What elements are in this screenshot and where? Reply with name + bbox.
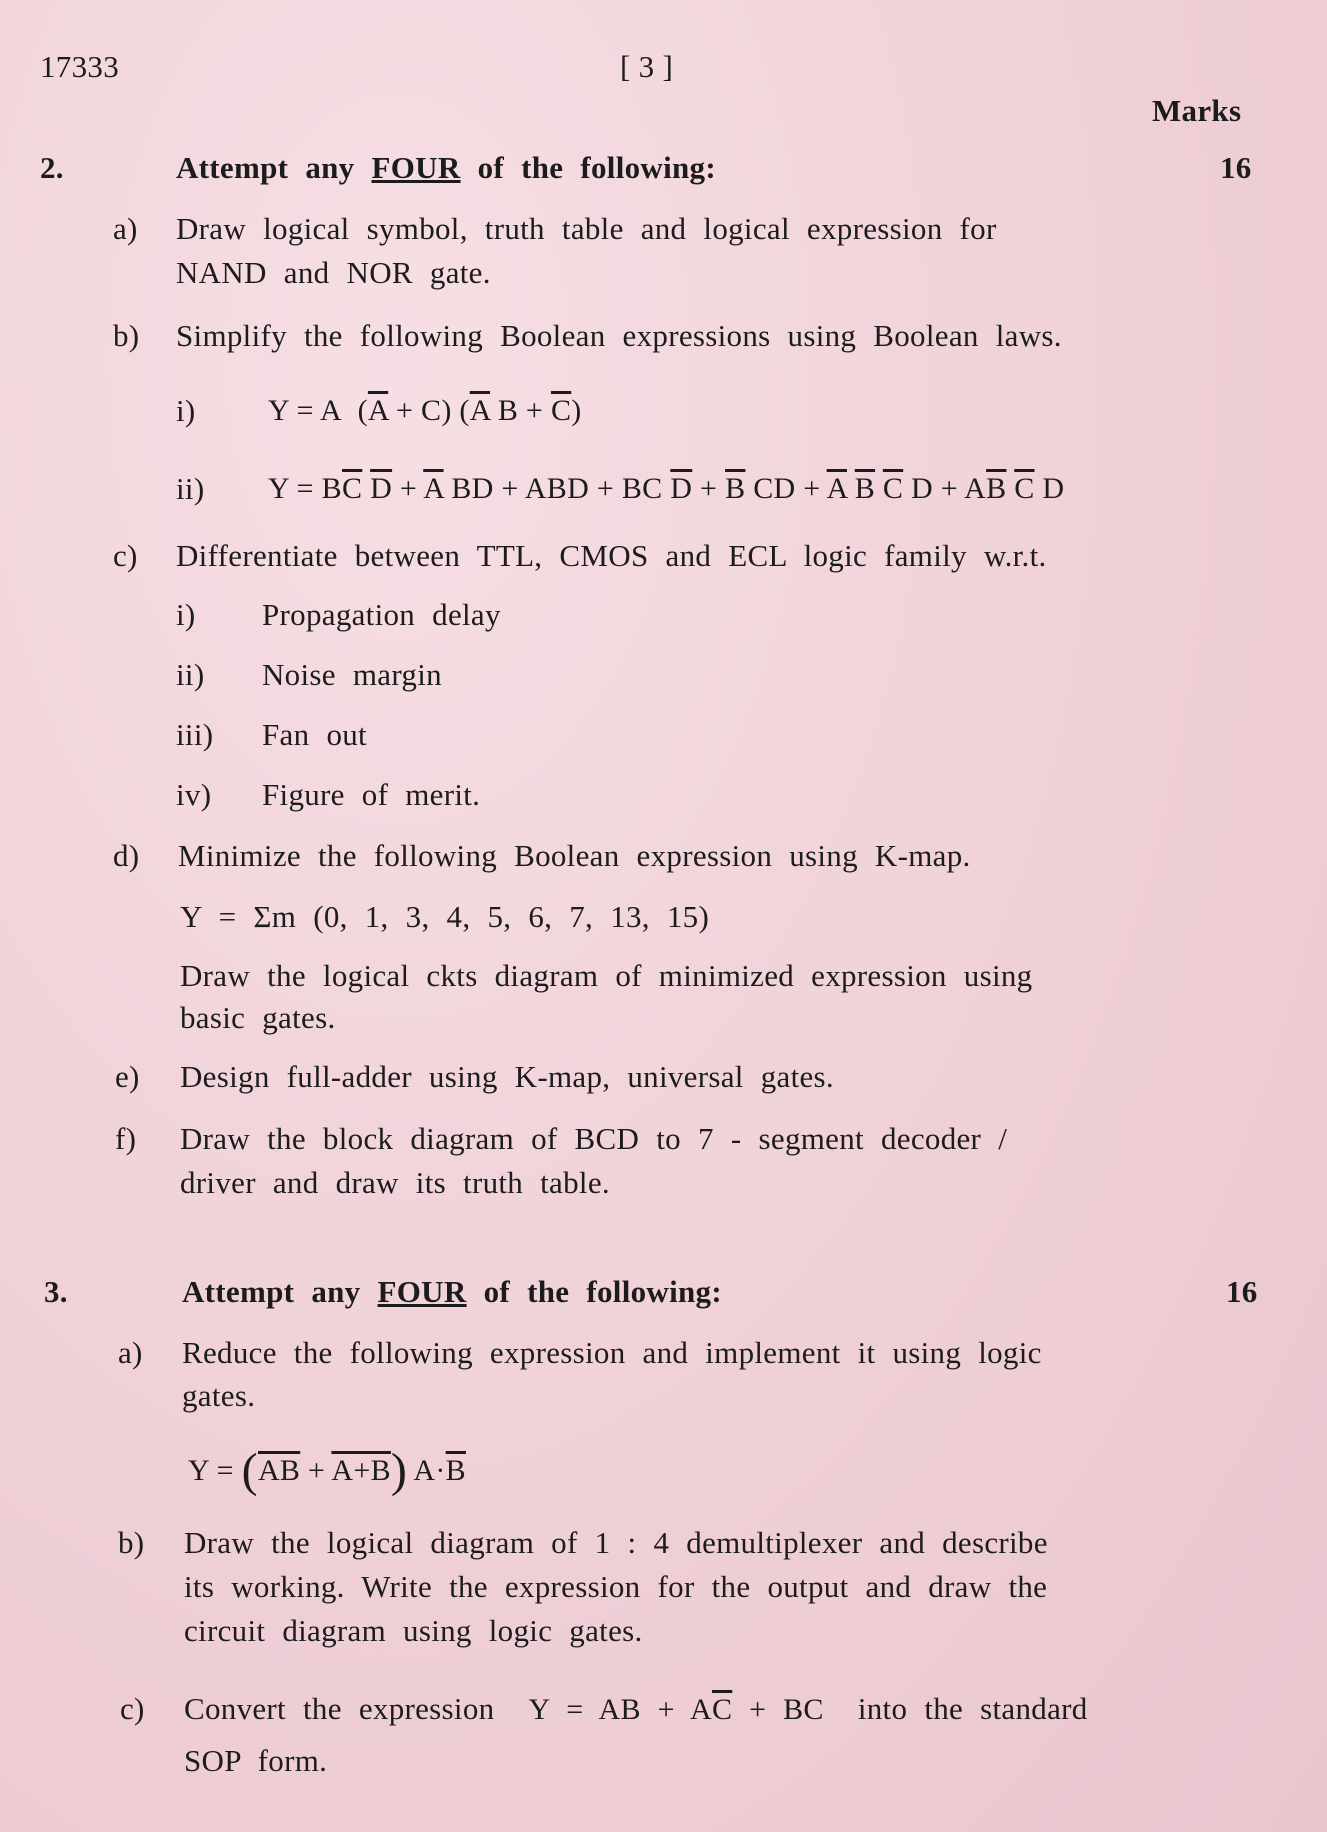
- q2d-label: d): [113, 838, 140, 873]
- q2b-text: Simplify the following Boolean expressions using Boolean laws.: [176, 318, 1062, 353]
- marks-label: Marks: [1152, 93, 1242, 128]
- q2a-label: a): [113, 211, 138, 246]
- q2b-ii-expression: $Y = B\overline{C}$ $\overline{D} + \overline{A}$ BD + ABD + BC $\overline{D} + \overline{B}$ CD + $\overline{A}$ $\overline{B}$ $\overline{C}$ $D + A\overline{B}$ $\overline{C}$ D: [268, 472, 1065, 505]
- q2e-label: e): [115, 1059, 140, 1094]
- q3a-expression: $Y = (\overline{AB} + A+B)$ $A\cdot\overline{B}$: [188, 1444, 466, 1497]
- q3a-text-line2: gates.: [182, 1378, 256, 1413]
- q3c-text-line1: Convert the expression Y = AB + $A\overline{C}$ + BC into the standard: [184, 1691, 1088, 1726]
- q3b-text-line3: circuit diagram using logic gates.: [184, 1613, 643, 1648]
- q2b-i-label: i): [176, 393, 196, 428]
- q2c-ii-label: ii): [176, 657, 205, 692]
- q2d-expression: Y = Σm (0, 1, 3, 4, 5, 6, 7, 13, 15): [180, 899, 710, 934]
- q3a-label: a): [118, 1335, 143, 1370]
- q3c-label: c): [120, 1691, 145, 1726]
- q2a-text-line2: NAND and NOR gate.: [176, 255, 491, 290]
- q2-marks: 16: [1220, 150, 1252, 185]
- q2d-text-line4: basic gates.: [180, 1000, 336, 1035]
- q2f-text-line1: Draw the block diagram of BCD to 7 - segment decoder /: [180, 1121, 1008, 1156]
- q3-number: 3.: [44, 1274, 68, 1309]
- q2-number: 2.: [40, 150, 64, 185]
- q2c-i-text: Propagation delay: [262, 597, 501, 632]
- q3-instruction: Attempt any FOUR of the following:: [182, 1274, 722, 1309]
- q2f-text-line2: driver and draw its truth table.: [180, 1165, 610, 1200]
- q2c-ii-text: Noise margin: [262, 657, 442, 692]
- q2c-i-label: i): [176, 597, 196, 632]
- q3a-text-line1: Reduce the following expression and implement it using logic: [182, 1335, 1042, 1370]
- q2c-text: Differentiate between TTL, CMOS and ECL logic family w.r.t.: [176, 538, 1047, 573]
- q2c-iv-text: Figure of merit.: [262, 777, 481, 812]
- q2b-i-expression: Y = A $(\overline{A} + C)$ ($\overline{A}$ $B + \overline{C}$): [268, 394, 582, 427]
- paper-code: 17333: [40, 49, 119, 84]
- q2d-text-line1: Minimize the following Boolean expression using K-map.: [178, 838, 971, 873]
- q2f-label: f): [115, 1121, 137, 1156]
- q2a-text-line1: Draw logical symbol, truth table and logical expression for: [176, 211, 997, 246]
- q3b-text-line2: its working. Write the expression for the output and draw the: [184, 1569, 1048, 1604]
- q2c-iii-text: Fan out: [262, 717, 367, 752]
- q2-instruction: Attempt any FOUR of the following:: [176, 150, 716, 185]
- q3c-text-line2: SOP form.: [184, 1743, 328, 1778]
- q2d-text-line3: Draw the logical ckts diagram of minimized expression using: [180, 958, 1033, 993]
- q2c-iv-label: iv): [176, 777, 212, 812]
- q3b-label: b): [118, 1525, 145, 1560]
- q3b-text-line1: Draw the logical diagram of 1 : 4 demultiplexer and describe: [184, 1525, 1048, 1560]
- q2e-text: Design full-adder using K-map, universal gates.: [180, 1059, 834, 1094]
- q2c-iii-label: iii): [176, 717, 214, 752]
- q3-marks: 16: [1226, 1274, 1258, 1309]
- q2b-label: b): [113, 318, 140, 353]
- page-number: [ 3 ]: [620, 49, 674, 84]
- q2b-ii-label: ii): [176, 471, 205, 506]
- q2c-label: c): [113, 538, 138, 573]
